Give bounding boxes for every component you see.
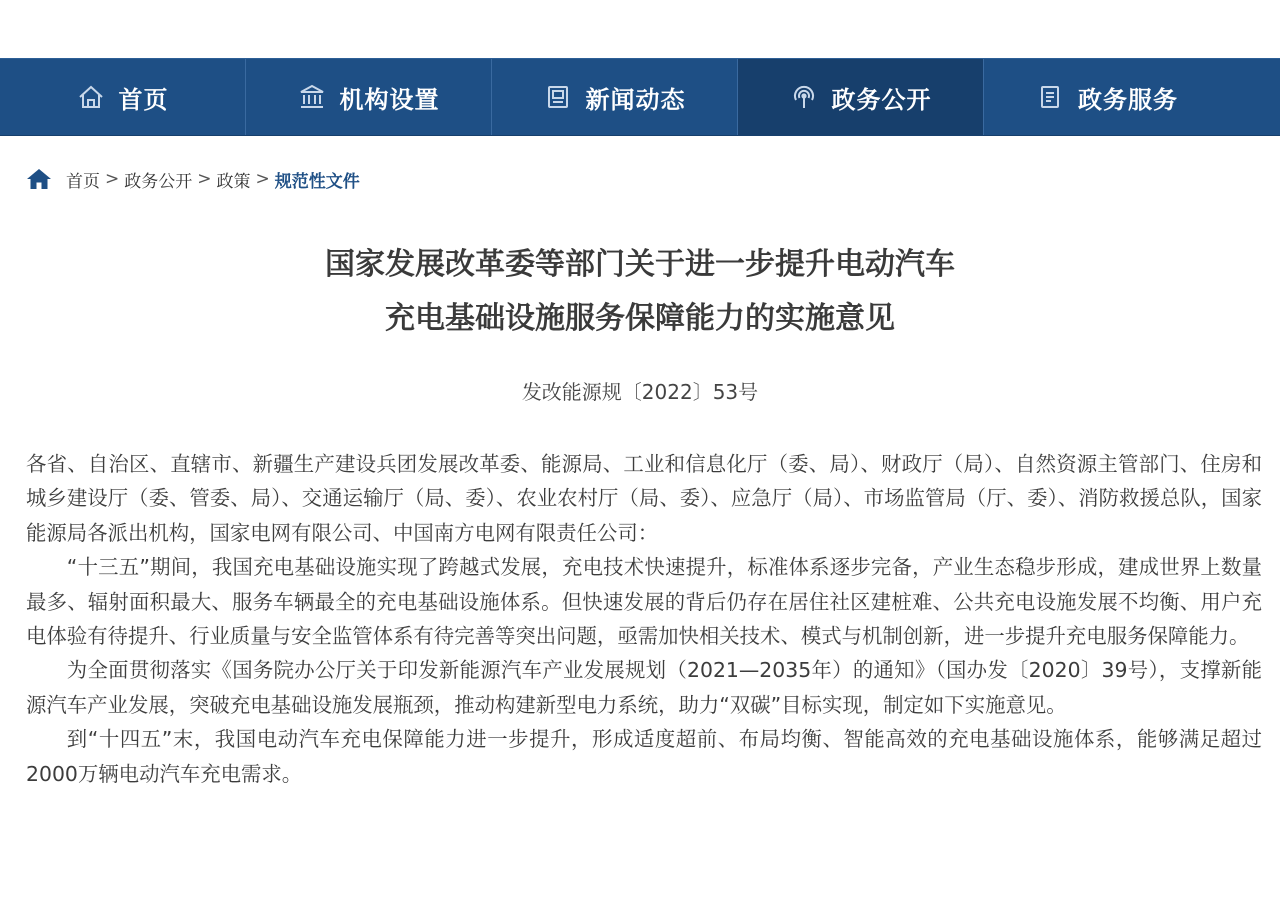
top-spacer	[0, 0, 1280, 58]
title-line-2: 充电基础设施服务保障能力的实施意见	[385, 301, 895, 336]
paragraph-recipients: 各省、自治区、直辖市、新疆生产建设兵团发展改革委、能源局、工业和信息化厅（委、局）、财政厅（局）、自然资源主管部门、住房和城乡建设厅（委、管委、局）、交通运输厅（局、委）、农业农村厅（局、委）、应急厅（局）、市场监管局（厅、委）、消防救援总队，国家能源局各派出机构，国家电网有限公司、中国南方电网有限责任公司：	[26, 452, 1262, 545]
nav-item-affairs-public[interactable]	[738, 59, 984, 135]
nav-item-home[interactable]	[0, 59, 246, 135]
document-service-icon	[1036, 83, 1064, 111]
nav-item-label: 首页	[118, 85, 169, 114]
nav-item-institution[interactable]	[246, 59, 492, 135]
breadcrumb-normative-documents[interactable]: 规范性文件	[274, 171, 360, 192]
title-line-1: 国家发展改革委等部门关于进一步提升电动汽车	[325, 247, 955, 282]
news-icon	[544, 83, 572, 111]
breadcrumb-separator: >	[255, 169, 270, 189]
nav-item-label: 政务服务	[1078, 85, 1178, 114]
breadcrumb-policy[interactable]: 政策	[216, 171, 251, 192]
paragraph-goal: 到“十四五”末，我国电动汽车充电保障能力进一步提升，形成适度超前、布局均衡、智能高效的充电基础设施体系，能够满足超过2000万辆电动汽车充电需求。	[26, 727, 1262, 786]
paragraph-background: “十三五”期间，我国充电基础设施实现了跨越式发展，充电技术快速提升，标准体系逐步完备，产业生态稳步形成，建成世界上数量最多、辐射面积最大、服务车辆最全的充电基础设施体系。但快速发展的背后仍存在居住社区建桩难、公共充电设施发展不均衡、用户充电体验有待提升、行业质量与安全监管体系有待完善等突出问题，亟需加快相关技术、模式与机制创新，进一步提升充电服务保障能力。	[26, 555, 1262, 649]
document-body	[26, 447, 1262, 791]
nav-item-label: 政务公开	[831, 85, 932, 114]
document-number: 发改能源规〔2022〕53号	[521, 380, 759, 404]
nav-item-news[interactable]	[492, 59, 738, 135]
main-nav	[0, 58, 1280, 136]
breadcrumb-affairs-public[interactable]: 政务公开	[124, 171, 193, 192]
breadcrumb	[26, 167, 360, 191]
breadcrumb-separator: >	[105, 169, 120, 189]
nav-item-label: 新闻动态	[585, 85, 686, 114]
breadcrumb-separator: >	[197, 169, 212, 189]
nav-item-services[interactable]	[984, 59, 1230, 135]
nav-item-label: 机构设置	[339, 85, 440, 114]
home-outline-icon	[77, 83, 105, 111]
broadcast-icon	[790, 83, 818, 111]
document-title	[0, 238, 1280, 346]
institution-icon	[298, 83, 326, 111]
breadcrumb-home[interactable]: 首页	[66, 171, 100, 192]
home-icon[interactable]	[26, 167, 52, 191]
paragraph-purpose: 为全面贯彻落实《国务院办公厅关于印发新能源汽车产业发展规划（2021—2035年）的通知》（国办发〔2020〕39号），支撑新能源汽车产业发展，突破充电基础设施发展瓶颈，推动构建新型电力系统，助力“双碳”目标实现，制定如下实施意见。	[26, 658, 1262, 717]
